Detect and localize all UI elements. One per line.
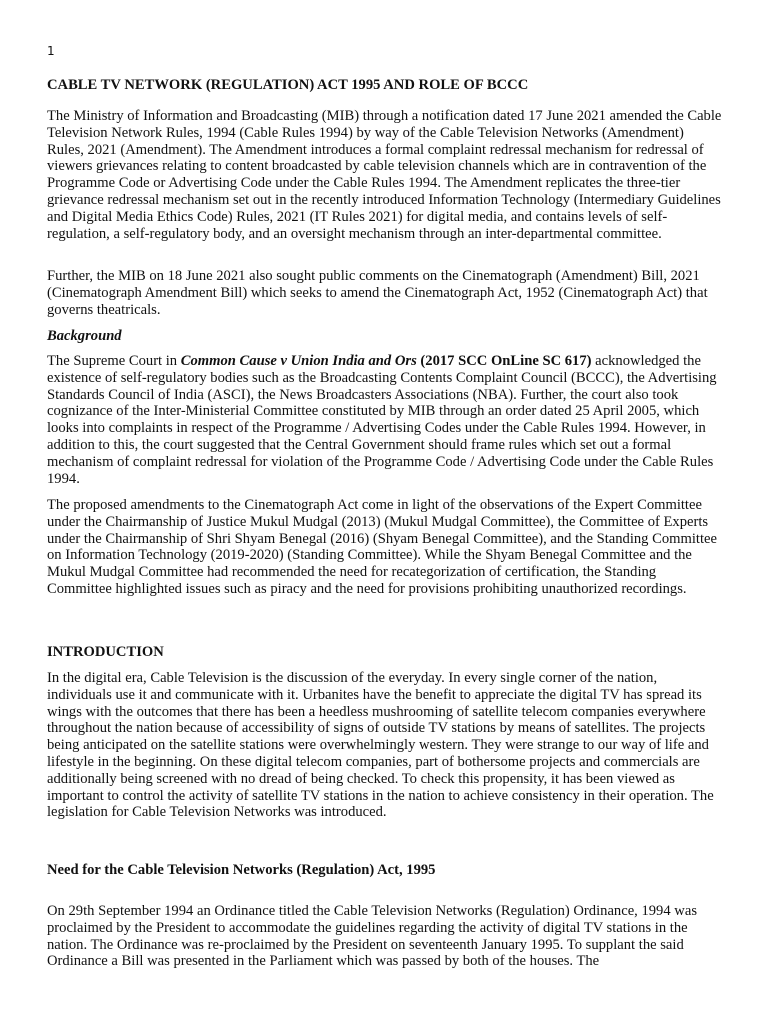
paragraph-body-text: acknowledged the existence of self-regulatory bodies such as the Broadcasting Contents Complaint Council (BCCC), the Advertising Standards Council of India (ASCI), the News Broadcasters Associations (NBA). Further, the court also took cognizance of the Inter-Ministerial Committee constituted by MIB through an order dated 25 April 2005, which looks into complaints in respect of the Programme / Advertising Codes under the Cable Rules 1994. However, in addition to this, the court suggested that the Central Government should frame rules which set out a formal mechanism of complaint redressal for violation of the Programme Code / Advertising Code under the Cable Rules 1994. bbox=[47, 353, 717, 487]
document-title: CABLE TV NETWORK (REGULATION) ACT 1995 AND ROLE OF BCCC bbox=[47, 77, 529, 93]
paragraph-introduction: In the digital era, Cable Television is the discussion of the everyday. In every single corner of the nation, individuals use it and communicate with it. Urbanites have the benefit to appreciate the digital TV has spread its wings with the outcomes that there has been a heedless mushrooming of satellite telecom companies everywhere throughout the nation because of accessibility of signs of outside TV stations by means of satellites. The projects being anticipated on the satellite stations were overwhelmingly western. They were strange to our way of life and lifestyle in the beginning. On these digital telecom companies, part of bothersome projects and commercials are additionally being screened with no dread of being checked. To check this propensity, it has been viewed as important to control the activity of satellite TV stations in the nation to achieve consistency in their operation. The legislation for Cable Television Networks was introduced. bbox=[47, 670, 714, 821]
case-citation: (2017 SCC OnLine SC 617) bbox=[416, 353, 592, 369]
page-number: 1 bbox=[47, 44, 55, 58]
introduction-heading: INTRODUCTION bbox=[47, 644, 164, 660]
paragraph-proposed-amendments: The proposed amendments to the Cinematograph Act come in light of the observations of the Expert Committee under the Chairmanship of Justice Mukul Mudgal (2013) (Mukul Mudgal Committee), the Committee of Experts under the Chairmanship of Shri Shyam Benegal (2016) (Shyam Benegal Committee), and the Standing Committee on Information Technology (2019-2020) (Standing Committee). While the Shyam Benegal Committee and the Mukul Mudgal Committee had recommended the need for recategorization of certification, the Standing Committee highlighted issues such as piracy and the need for provisions prohibiting unauthorized recordings. bbox=[47, 497, 717, 597]
background-heading: Background bbox=[47, 328, 122, 344]
paragraph-cinematograph-bill: Further, the MIB on 18 June 2021 also sought public comments on the Cinematograph (Amendment) Bill, 2021 (Cinematograph Amendment Bill) which seeks to amend the Cinematograph Act, 1952 (Cinematograph Act) that governs theatricals. bbox=[47, 268, 708, 318]
need-for-act-heading: Need for the Cable Television Networks (Regulation) Act, 1995 bbox=[47, 862, 436, 878]
case-name: Common Cause v Union India and Ors bbox=[180, 353, 417, 369]
paragraph-supreme-court bbox=[47, 353, 723, 487]
paragraph-lead-text: The Supreme Court in bbox=[47, 353, 181, 369]
paragraph-mib-notification: The Ministry of Information and Broadcasting (MIB) through a notification dated 17 June 2021 amended the Cable Television Network Rules, 1994 (Cable Rules 1994) by way of the Cable Television Networks (Amendment) Rules, 2021 (Amendment). The Amendment introduces a formal complaint redressal mechanism for redressal of viewers grievances relating to content broadcasted by cable television channels which are in contravention of the Programme Code or Advertising Code under the Cable Rules 1994. The Amendment replicates the three-tier grievance redressal mechanism set out in the recently introduced Information Technology (Intermediary Guidelines and Digital Media Ethics Code) Rules, 2021 (IT Rules 2021) for digital media, and contains levels of self-regulation, a self-regulatory body, and an oversight mechanism through an inter-departmental committee. bbox=[47, 108, 722, 242]
paragraph-ordinance: On 29th September 1994 an Ordinance titled the Cable Television Networks (Regulation) Ordinance, 1994 was proclaimed by the President to accommodate the guidelines regarding the activity of digital TV stations in the nation. The Ordinance was re-proclaimed by the President on seventeenth January 1995. To supplant the said Ordinance a Bill was presented in the Parliament which was passed by both of the houses. The bbox=[47, 903, 697, 970]
